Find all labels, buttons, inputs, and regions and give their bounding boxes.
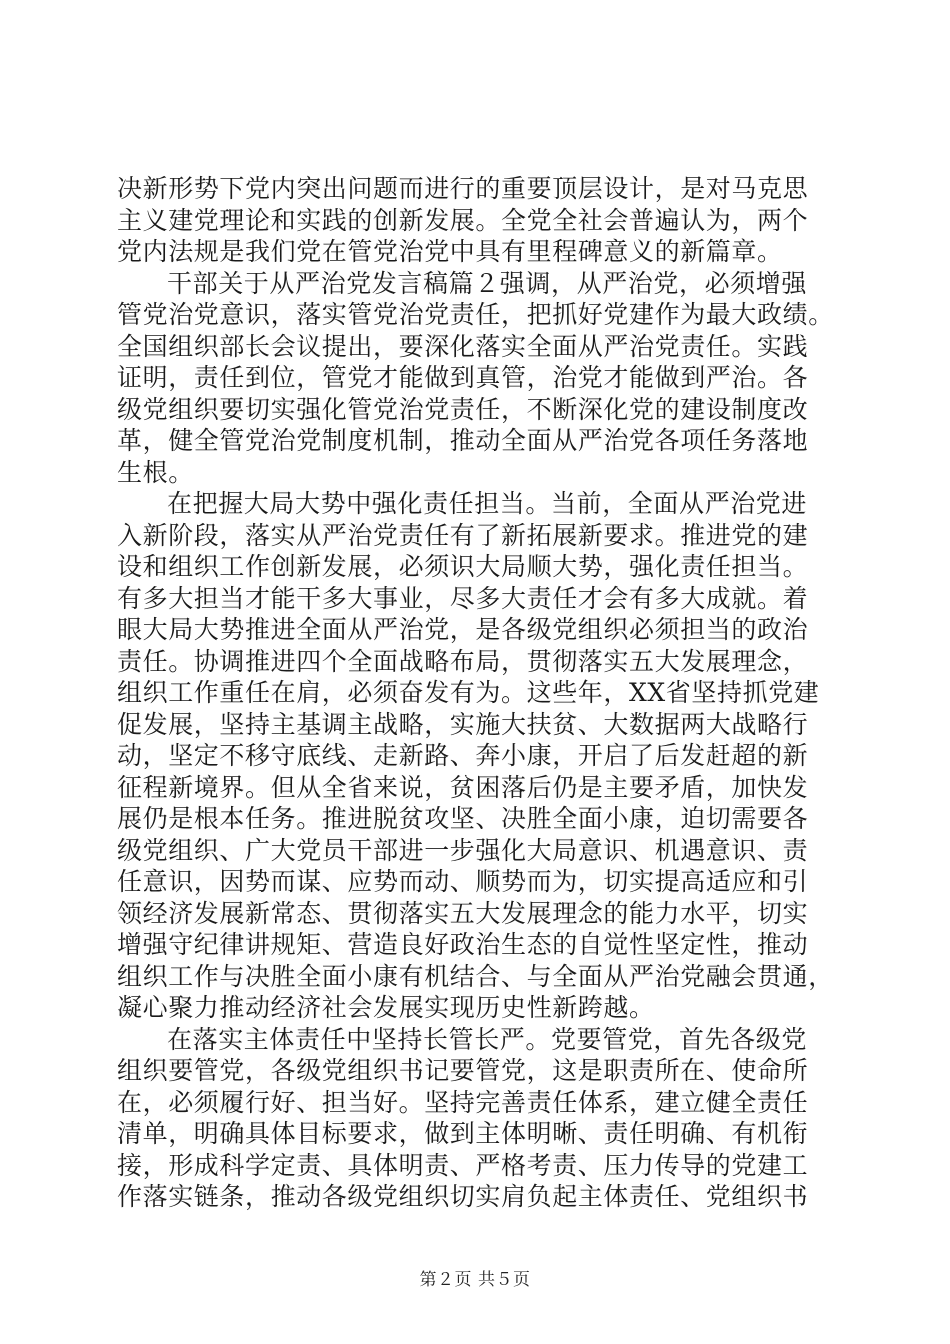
text-line: 任意识，因势而谋、应势而动、顺势而为，切实提高适应和引 bbox=[117, 867, 809, 896]
text-line: 革，健全管党治党制度机制，推动全面从严治党各项任务落地 bbox=[117, 426, 809, 455]
text-line: 增强守纪律讲规矩、营造良好政治生态的自觉性坚定性，推动 bbox=[117, 930, 809, 959]
text-line: 有多大担当才能干多大事业，尽多大责任才会有多大成就。着 bbox=[117, 583, 809, 613]
text-line: 凝心聚力推动经济社会发展实现历史性新跨越。 bbox=[117, 993, 655, 1022]
paragraph-first-line: 在落实主体责任中坚持长管长严。党要管党，首先各级党 bbox=[167, 1024, 808, 1054]
page-number-footer: 第２页 共５页 bbox=[419, 1270, 531, 1290]
text-line: 生根。 bbox=[117, 457, 194, 487]
text-line: 清单，明确具体目标要求，做到主体明晰、责任明确、有机衔 bbox=[117, 1119, 809, 1148]
text-line: 党内法规是我们党在管党治党中具有里程碑意义的新篇章。 bbox=[117, 237, 783, 266]
text-line: 组织工作与决胜全面小康有机结合、与全面从严治党融会贯通， bbox=[117, 961, 834, 991]
text-line: 在，必须履行好、担当好。坚持完善责任体系，建立健全责任 bbox=[117, 1087, 809, 1117]
document-body bbox=[117, 173, 837, 1213]
text-line: 眼大局大势推进全面从严治党，是各级党组织必须担当的政治 bbox=[117, 615, 809, 644]
text-line: 领经济发展新常态、贯彻落实五大发展理念的能力水平，切实 bbox=[117, 898, 809, 928]
text-line: 入新阶段，落实从严治党责任有了新拓展新要求。推进党的建 bbox=[117, 520, 809, 550]
paragraph-first-line: 干部关于从严治党发言稿篇２强调，从严治党，必须增强 bbox=[167, 268, 808, 298]
text-line: 促发展，坚持主基调主战略，实施大扶贫、大数据两大战略行 bbox=[117, 709, 809, 739]
text-line: 管党治党意识，落实管党治党责任，把抓好党建作为最大政绩。 bbox=[117, 300, 834, 329]
text-line: 展仍是根本任务。推进脱贫攻坚、决胜全面小康，迫切需要各 bbox=[117, 804, 809, 833]
text-line: 证明，责任到位，管党才能做到真管，治党才能做到严治。各 bbox=[117, 363, 809, 392]
text-line: 主义建党理论和实践的创新发展。全党全社会普遍认为，两个 bbox=[117, 205, 809, 235]
text-line: 动，坚定不移守底线、走新路、奔小康，开启了后发赶超的新 bbox=[117, 741, 809, 770]
text-line: 全国组织部长会议提出，要深化落实全面从严治党责任。实践 bbox=[117, 331, 809, 361]
text-line: 作落实链条，推动各级党组织切实肩负起主体责任、党组织书 bbox=[117, 1182, 809, 1211]
text-line: 责任。协调推进四个全面战略布局，贯彻落实五大发展理念， bbox=[117, 646, 809, 676]
text-line: 级党组织、广大党员干部进一步强化大局意识、机遇意识、责 bbox=[117, 835, 809, 865]
text-line: 组织要管党，各级党组织书记要管党，这是职责所在、使命所 bbox=[117, 1056, 809, 1085]
text-line: 设和组织工作创新发展，必须识大局顺大势，强化责任担当。 bbox=[117, 552, 809, 581]
text-line: 征程新境界。但从全省来说，贫困落后仍是主要矛盾，加快发 bbox=[117, 772, 809, 802]
text-line: 接，形成科学定责、具体明责、严格考责、压力传导的党建工 bbox=[117, 1150, 809, 1180]
paragraph-first-line: 在把握大局大势中强化责任担当。当前，全面从严治党进 bbox=[167, 489, 808, 518]
text-line: 决新形势下党内突出问题而进行的重要顶层设计，是对马克思 bbox=[117, 174, 809, 203]
text-line: 级党组织要切实强化管党治党责任，不断深化党的建设制度改 bbox=[117, 394, 809, 424]
text-line: 组织工作重任在肩，必须奋发有为。这些年，XX省坚持抓党建 bbox=[117, 678, 820, 707]
